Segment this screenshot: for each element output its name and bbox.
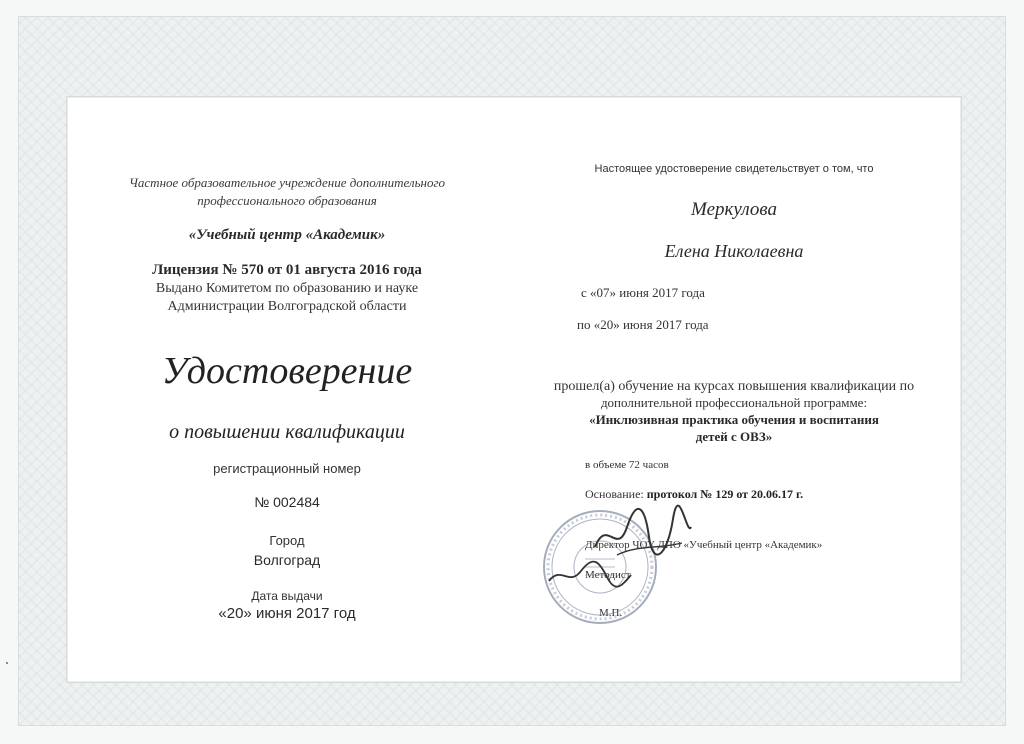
certificate-subtitle: о повышении квалификации: [169, 421, 405, 443]
course-volume: в объеме 72 часов: [585, 459, 669, 471]
program-line-2: дополнительной профессиональной программе:: [600, 395, 868, 410]
signature-icon-methodist: [545, 557, 635, 593]
certificate-sheet: [66, 96, 962, 683]
scan-artifact: [6, 662, 8, 664]
reg-number-label: регистрационный номер: [213, 461, 361, 476]
program-line-3: «Инклюзивная практика обучения и воспитания: [589, 412, 879, 427]
left-panel: [67, 97, 507, 682]
city-label: Город: [269, 533, 305, 548]
city: Волгоград: [253, 552, 321, 568]
methodist-line: Методист: [585, 569, 631, 581]
reg-number: № 002484: [254, 494, 320, 510]
recipient-name: Елена Николаевна: [664, 241, 804, 261]
program-line-4: детей с ОВЗ»: [695, 429, 773, 444]
issue-date-label: Дата выдачи: [251, 589, 323, 603]
org-line-2: профессионального образования: [197, 193, 377, 208]
certificate-title: Удостоверение: [161, 350, 413, 392]
program-line-1: прошел(а) обучение на курсах повышения квалификации по: [553, 379, 915, 394]
date-from: с «07» июня 2017 года: [581, 285, 705, 300]
issued-line-2: Администрации Волгоградской области: [167, 299, 407, 314]
issued-line-1: Выдано Комитетом по образованию и науке: [155, 281, 419, 296]
license-info: Лицензия № 570 от 01 августа 2016 года: [152, 262, 422, 278]
director-line: Директор ЧОУ ДПО «Учебный центр «Академик»: [585, 539, 823, 551]
intro-text: Настоящее удостоверение свидетельствует о том, что: [594, 163, 874, 175]
recipient-surname: Меркулова: [691, 199, 777, 220]
date-to: по «20» июня 2017 года: [577, 317, 709, 332]
basis-label: Основание:: [585, 487, 644, 501]
org-line-1: Частное образовательное учреждение дополнительного: [128, 175, 446, 190]
basis-value: протокол № 129 от 20.06.17 г.: [646, 487, 804, 501]
issue-date: «20» июня 2017 год: [218, 605, 356, 622]
center-name: «Учебный центр «Академик»: [188, 227, 386, 243]
seal-place-label: М.П.: [599, 607, 623, 619]
